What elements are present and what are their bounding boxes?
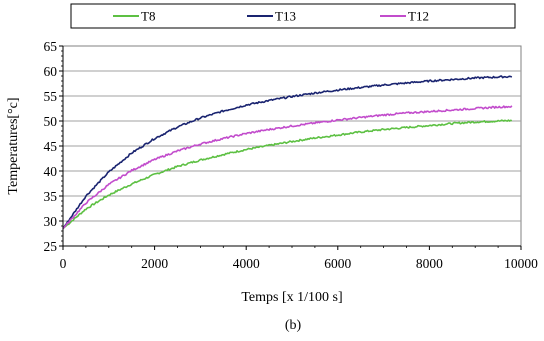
y-axis-title: Temperatures[°c]: [6, 97, 21, 195]
y-tick-label: 40: [43, 164, 57, 179]
legend-label-t12: T12: [408, 8, 429, 24]
y-tick-label: 50: [43, 114, 57, 129]
y-tick-label: 45: [43, 139, 57, 154]
x-tick-label: 0: [59, 256, 67, 271]
figure-caption: (b): [284, 318, 302, 333]
legend-label-t13: T13: [275, 8, 296, 24]
y-tick-label: 25: [43, 239, 57, 254]
legend-label-t8: T8: [141, 8, 156, 24]
y-tick-label: 60: [43, 64, 57, 79]
y-tick-label: 30: [43, 214, 57, 229]
y-tick-label: 55: [43, 89, 57, 104]
x-tick-label: 4000: [232, 256, 260, 271]
x-tick-label: 8000: [415, 256, 443, 271]
y-tick-label: 35: [43, 189, 57, 204]
x-tick-label: 10000: [504, 256, 538, 271]
legend: [71, 4, 515, 28]
x-axis-title: Temps [x 1/100 s]: [241, 290, 343, 305]
y-tick-label: 65: [43, 39, 57, 54]
x-tick-label: 2000: [141, 256, 169, 271]
x-tick-label: 6000: [324, 256, 352, 271]
